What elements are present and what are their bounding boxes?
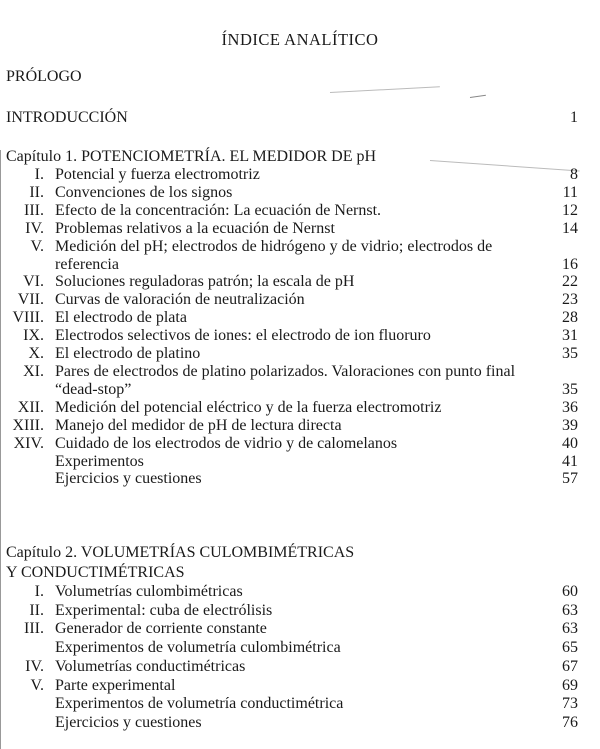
scan-mark: [470, 95, 486, 98]
page-number: 8: [570, 166, 578, 183]
section-title: Volumetrías conductimétricas: [55, 657, 246, 675]
toc-entry: [0, 620, 578, 639]
section-title: Experimentos de volumetría conductimétrica: [55, 695, 344, 713]
section-number: XIII.: [12, 416, 44, 434]
section-number: IV.: [25, 657, 44, 675]
page-number: 22: [562, 273, 578, 291]
section-number: III.: [24, 201, 44, 219]
page-number: 57: [562, 470, 578, 488]
toc-entry-prologo: [6, 67, 578, 87]
toc-entry: [0, 470, 578, 488]
page-number: 67: [562, 657, 578, 675]
toc-entry: [0, 220, 578, 238]
chapter-2-heading: [6, 543, 578, 582]
chapter-1-heading: [6, 147, 578, 167]
section-number: II.: [29, 601, 44, 619]
section-title: Electrodos selectivos de iones: el electrodo de ion fluoruro: [55, 327, 431, 345]
section-title: Pares de electrodos de platino polarizados. Valoraciones con punto final “dead-stop”: [55, 362, 516, 398]
toc-entry: [0, 363, 578, 399]
section-title: Cuidado de los electrodos de vidrio y de calomelanos: [55, 434, 398, 452]
entry-label: INTRODUCCIÓN: [6, 109, 128, 126]
page-number: 35: [562, 380, 578, 398]
section-title: El electrodo de plata: [55, 309, 187, 327]
page-number: 12: [562, 201, 578, 219]
toc-entry: [0, 639, 578, 658]
section-title: Potencial y fuerza electromotriz: [55, 166, 260, 183]
section-number: II.: [29, 183, 44, 201]
section-title: Problemas relativos a la ecuación de Nernst: [55, 219, 335, 237]
toc-entry: [0, 602, 578, 621]
page-number: 65: [562, 639, 578, 657]
page-number: 36: [562, 398, 578, 416]
section-number: XII.: [17, 398, 44, 416]
toc-entry: [0, 435, 578, 453]
section-title: Efecto de la concentración: La ecuación de Nernst.: [55, 201, 382, 219]
chapter-title: Capítulo 1. POTENCIOMETRÍA. EL MEDIDOR DE pH: [6, 148, 377, 165]
page-number: 73: [562, 695, 578, 713]
section-title: Parte experimental: [55, 676, 176, 694]
page-number: 60: [562, 583, 578, 600]
section-number: VII.: [17, 291, 44, 309]
page-number: 63: [562, 601, 578, 619]
entry-label: PRÓLOGO: [6, 68, 82, 85]
page-number: 35: [562, 345, 578, 363]
section-title: Soluciones reguladoras patrón; la escala de pH: [55, 273, 355, 291]
section-title: Generador de corriente constante: [55, 620, 267, 638]
section-title: Ejercicios y cuestiones: [55, 470, 202, 488]
toc-entry: [0, 327, 578, 345]
section-number: VIII.: [12, 309, 44, 327]
toc-entry: [0, 202, 578, 220]
section-title: Manejo del medidor de pH de lectura directa: [55, 416, 342, 434]
toc-entry: [0, 273, 578, 291]
section-title: Curvas de valoración de neutralización: [55, 291, 305, 309]
section-number: III.: [24, 620, 44, 638]
chapter-1-items: [0, 166, 578, 488]
section-title: Medición del pH; electrodos de hidrógeno y de vidrio; electrodos de referencia: [55, 237, 493, 273]
section-number: I.: [34, 583, 44, 600]
toc-entry: [0, 658, 578, 677]
page-number: 28: [562, 309, 578, 327]
section-number: XIV.: [13, 434, 44, 452]
toc-entry: [0, 695, 578, 714]
toc-entry: [0, 714, 578, 733]
toc-entry: [0, 417, 578, 435]
toc-entry: [0, 399, 578, 417]
section-number: V.: [30, 676, 44, 694]
page-number: 14: [562, 219, 578, 237]
toc-entry: [0, 238, 578, 274]
section-title: Experimentos de volumetría culombimétrica: [55, 639, 341, 657]
section-number: IV.: [25, 219, 44, 237]
page-number: 16: [562, 255, 578, 273]
toc-entry: [0, 184, 578, 202]
page-number: 76: [562, 713, 578, 731]
entry-page: 1: [570, 109, 578, 126]
section-title: Ejercicios y cuestiones: [55, 713, 202, 731]
section-number: XI.: [23, 362, 44, 380]
section-number: I.: [34, 166, 44, 183]
section-title: Experimentos: [55, 452, 144, 470]
toc-entry: [0, 677, 578, 696]
page-title: ÍNDICE ANALÍTICO: [221, 30, 379, 49]
section-number: V.: [30, 237, 44, 255]
section-number: IX.: [23, 327, 44, 345]
section-number: VI.: [23, 273, 44, 291]
chapter-title: Capítulo 2. VOLUMETRÍAS CULOMBIMÉTRICAS: [6, 544, 355, 561]
section-title: Volumetrías culombimétricas: [55, 583, 243, 600]
toc-entry: [0, 309, 578, 327]
toc-entry: [0, 166, 578, 184]
page-number: 63: [562, 620, 578, 638]
page-number: 31: [562, 327, 578, 345]
scan-mark: [330, 86, 440, 93]
page-number: 69: [562, 676, 578, 694]
toc-entry: [0, 583, 578, 602]
page-number: 41: [562, 452, 578, 470]
toc-entry: [0, 291, 578, 309]
page-number: 40: [562, 434, 578, 452]
section-title: El electrodo de platino: [55, 345, 201, 363]
section-title: Medición del potencial eléctrico y de la fuerza electromotriz: [55, 398, 442, 416]
chapter-2-items: [0, 583, 578, 733]
page-number: 39: [562, 416, 578, 434]
section-title: Convenciones de los signos: [55, 183, 233, 201]
toc-entry: [0, 345, 578, 363]
page-number: 23: [562, 291, 578, 309]
toc-entry: [0, 453, 578, 471]
section-title: Experimental: cuba de electrólisis: [55, 601, 273, 619]
toc-entry-introduccion: [6, 108, 578, 128]
chapter-title-cont: Y CONDUCTIMÉTRICAS: [6, 563, 185, 581]
page-number: 11: [562, 183, 578, 201]
section-number: X.: [28, 345, 44, 363]
